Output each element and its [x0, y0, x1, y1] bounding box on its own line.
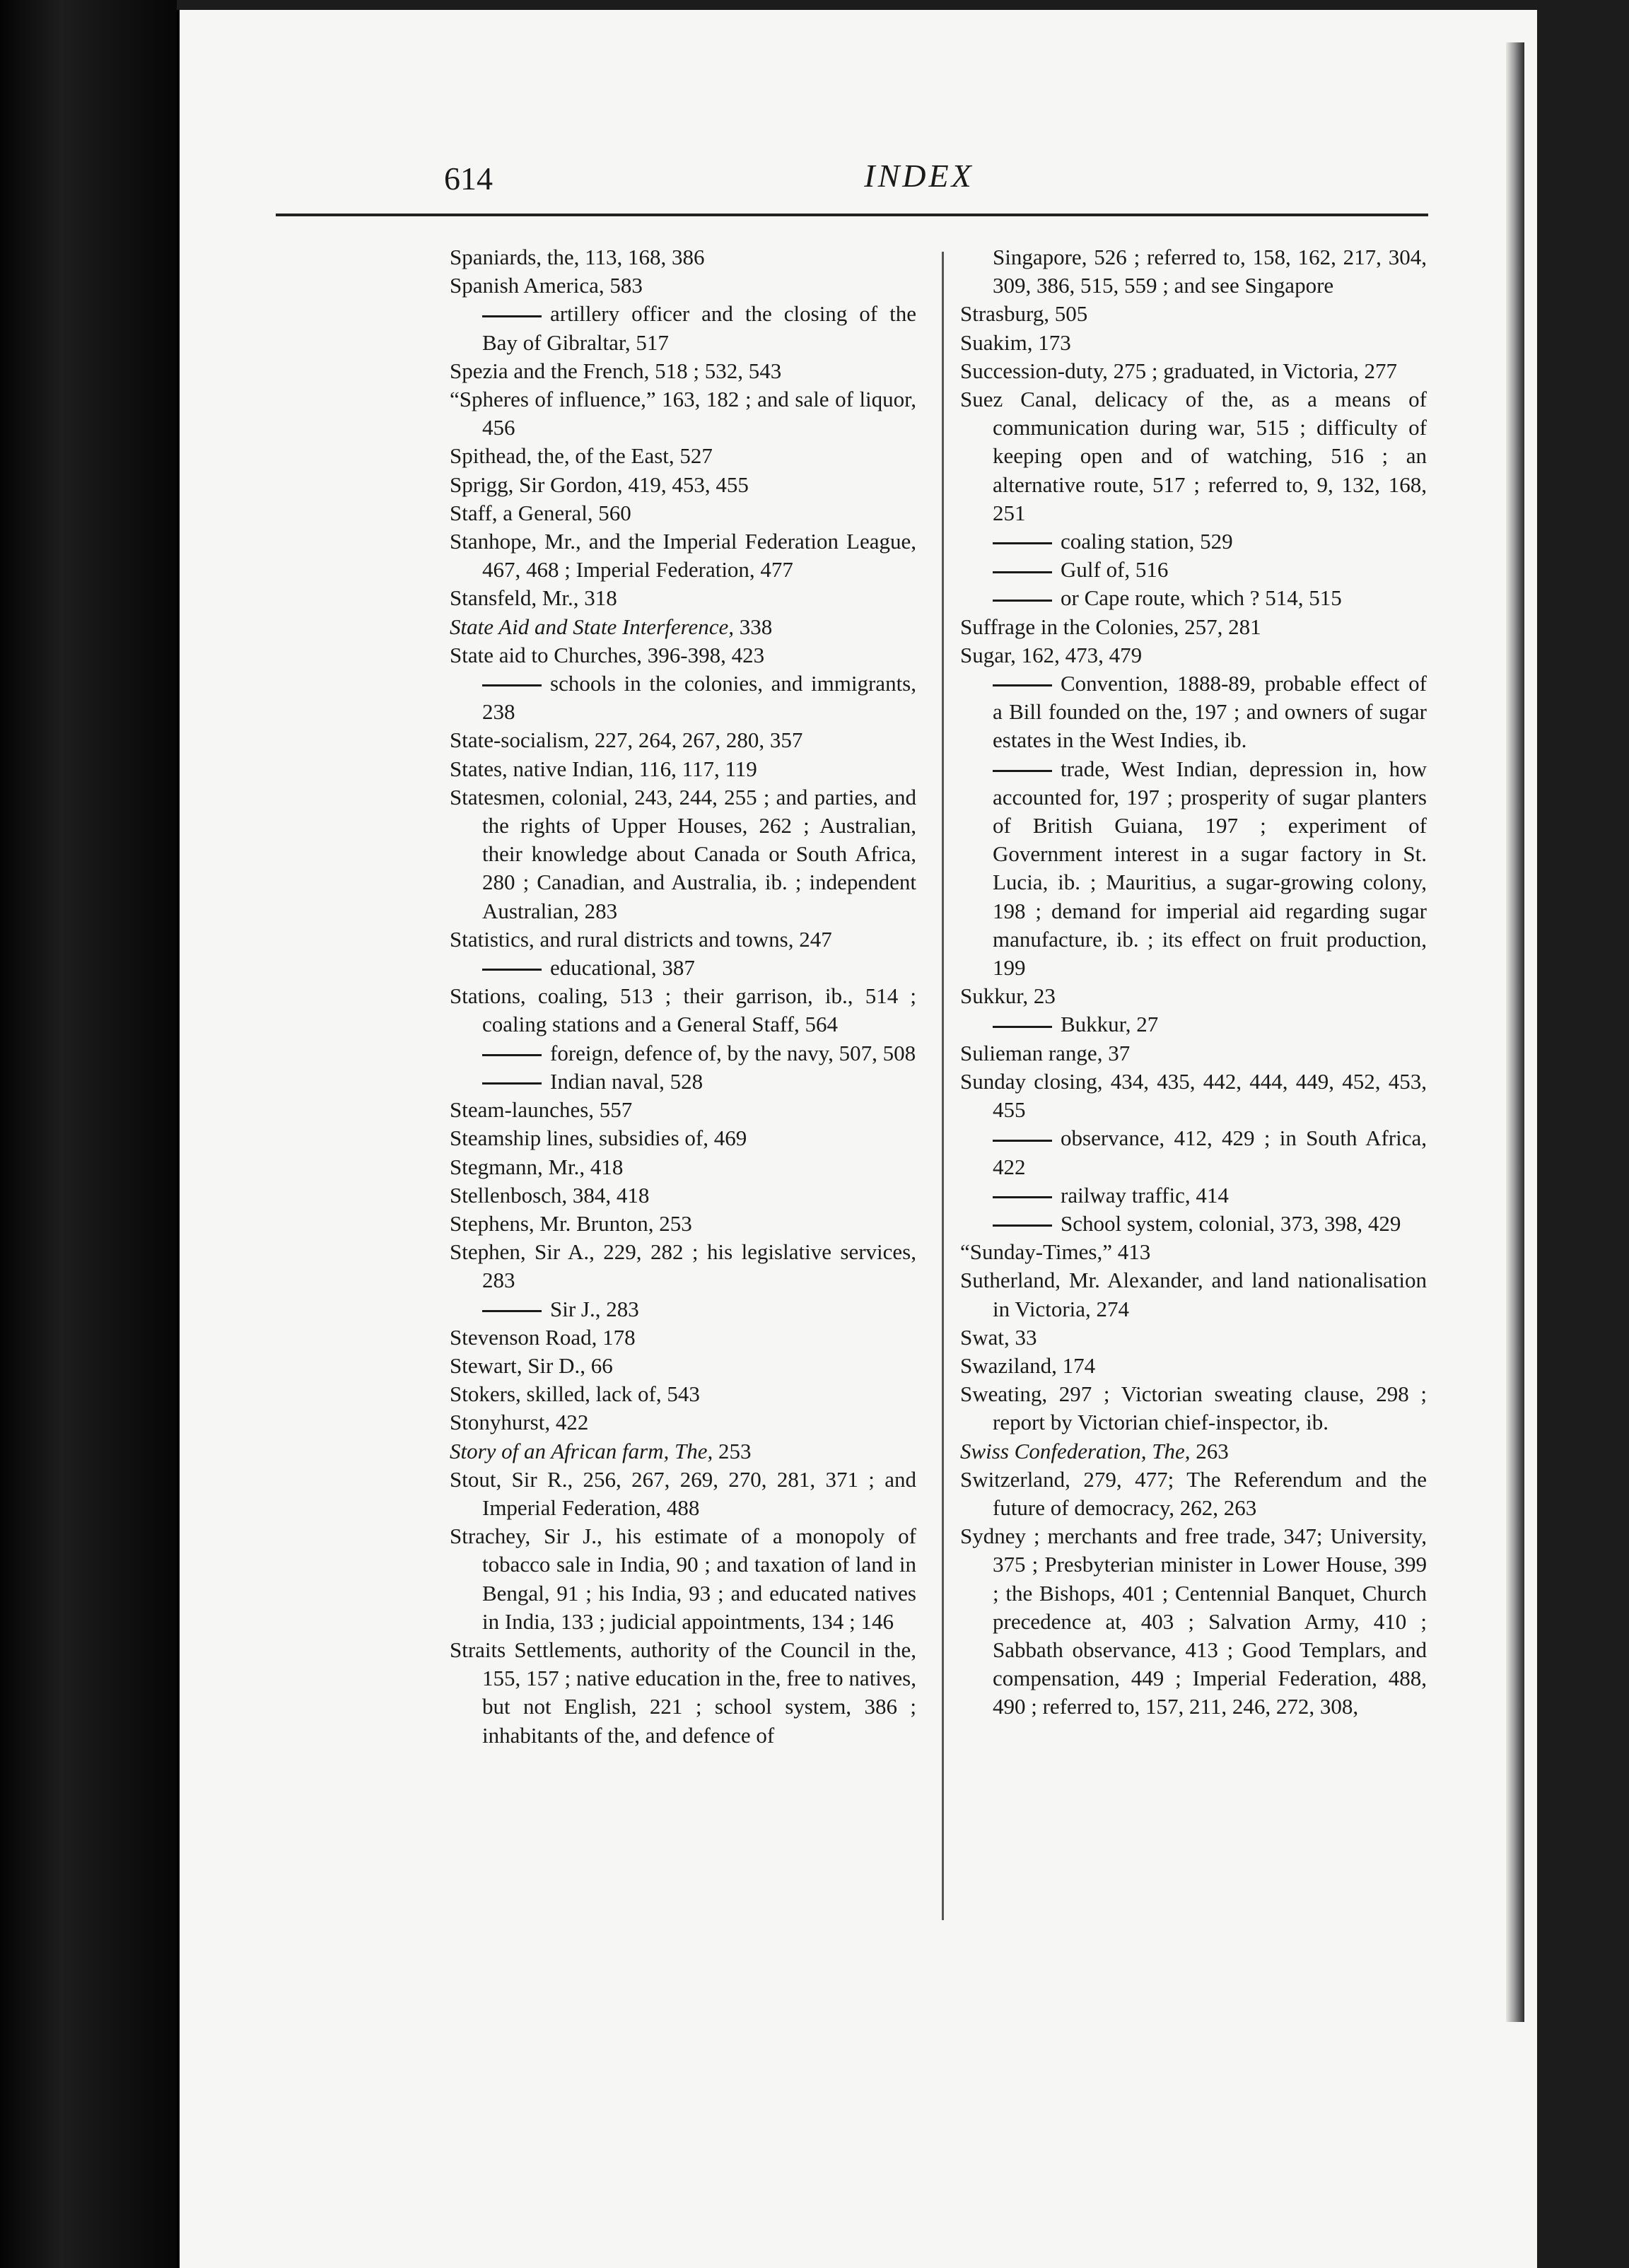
subentry-text: or Cape route, which ? 514, 515: [1061, 585, 1342, 611]
repeat-dash: [482, 969, 542, 971]
repeat-dash: [482, 1054, 542, 1056]
index-entry: “Sunday-Times,” 413: [960, 1239, 1151, 1265]
book-binding: [0, 0, 177, 2268]
index-entry: State aid to Churches, 396-398, 423: [450, 642, 765, 667]
subentry-text: Indian naval, 528: [550, 1068, 703, 1094]
index-entry: [960, 1437, 1427, 1466]
index-subentry: [960, 1210, 1427, 1238]
index-entry: Sugar, 162, 473, 479: [960, 642, 1143, 667]
repeat-dash: [482, 315, 542, 317]
index-entry: Spanish America, 583: [450, 273, 643, 298]
index-entry: Stellenbosch, 384, 418: [450, 1182, 650, 1208]
entry-pages: 263: [1190, 1438, 1229, 1463]
index-entry: Strasburg, 505: [960, 301, 1088, 327]
index-entry: Straits Settlements, authority of the Council in the, 155, 157 ; native education in the, free to natives, but not English, 221 ; school system, 386 ; inhabitants of the, and defence of: [450, 1637, 916, 1748]
subentry-text: Bukkur, 27: [1061, 1012, 1159, 1037]
subentry-text: Sir J., 283: [550, 1296, 639, 1321]
repeat-dash: [482, 1082, 542, 1085]
index-entry: Stegmann, Mr., 418: [450, 1154, 624, 1179]
index-entry: Stout, Sir R., 256, 267, 269, 270, 281, 371 ; and Imperial Federation, 488: [450, 1466, 916, 1520]
index-entry: Spaniards, the, 113, 168, 386: [450, 245, 705, 269]
repeat-dash: [993, 1026, 1052, 1028]
repeat-dash: [993, 542, 1052, 544]
index-entry: Sweating, 297 ; Victorian sweating clause, 298 ; report by Victorian chief-inspector, ib.: [960, 1381, 1427, 1435]
index-entry: Spezia and the French, 518 ; 532, 543: [450, 358, 782, 383]
index-subentry: [960, 1181, 1427, 1210]
index-subentry: [960, 1010, 1427, 1039]
index-entry: Stephen, Sir A., 229, 282 ; his legislative services, 283: [450, 1239, 916, 1293]
index-entry: Stanhope, Mr., and the Imperial Federation League, 467, 468 ; Imperial Federation, 477: [450, 529, 916, 583]
entry-title-italic: Swiss Confederation, The,: [960, 1438, 1191, 1463]
index-entry: Stokers, skilled, lack of, 543: [450, 1381, 700, 1407]
index-entry: [450, 1437, 916, 1466]
index-subentry: [450, 1295, 916, 1323]
index-entry: Staff, a General, 560: [450, 500, 631, 525]
index-entry: Suakim, 173: [960, 329, 1071, 355]
index-entry: State-socialism, 227, 264, 267, 280, 357: [450, 727, 803, 753]
index-entry: Steamship lines, subsidies of, 469: [450, 1126, 747, 1151]
repeat-dash: [993, 600, 1052, 602]
page-number: 614: [444, 160, 493, 197]
index-subentry: [960, 584, 1427, 612]
index-entry: Sydney ; merchants and free trade, 347; University, 375 ; Presbyterian minister in Lower House, 399 ; the Bishops, 401 ; Centennial Banquet, Church precedence at, 403 ; Salvation Army, 410 ; Sabbath observance, 413 ; Good Templars, and compensation, 449 ; Imperial Federation, 488, 490 ; referred to, 157, 211, 246, 272, 308,: [960, 1524, 1427, 1719]
subentry-text: trade, West Indian, depression in, how accounted for, 197 ; prosperity of sugar planters of British Guiana, 197 ; experiment of Government interest in a sugar factory in St. Lucia, ib. ; Mauritius, a sugar-growing colony, 198 ; demand for imperial aid regarding sugar manufacture, ib. ; its effect on fruit production, 199: [993, 756, 1427, 981]
index-entry: Sutherland, Mr. Alexander, and land nationalisation in Victoria, 274: [960, 1268, 1427, 1321]
index-entry: Suffrage in the Colonies, 257, 281: [960, 614, 1261, 639]
subentry-text: schools in the colonies, and immigrants, 238: [482, 671, 916, 725]
index-continuation: Singapore, 526 ; referred to, 158, 162, 217, 304, 309, 386, 515, 559 ; and see Singapore: [993, 245, 1427, 298]
index-entry: [450, 613, 916, 641]
index-entry: Sulieman range, 37: [960, 1040, 1131, 1065]
subentry-text: artillery officer and the closing of the Bay of Gibraltar, 517: [482, 301, 916, 355]
index-subentry: [450, 670, 916, 726]
index-subentry: [450, 954, 916, 982]
subentry-text: educational, 387: [550, 955, 695, 981]
index-entry: Stations, coaling, 513 ; their garrison, ib., 514 ; coaling stations and a General Staff, 564: [450, 983, 916, 1037]
repeat-dash: [482, 684, 542, 686]
index-entry: Steam-launches, 557: [450, 1097, 633, 1123]
entry-title-italic: State Aid and State Interference,: [450, 614, 735, 639]
index-entry: Swaziland, 174: [960, 1352, 1096, 1378]
index-column-right: [960, 243, 1427, 1722]
index-entry: Stevenson Road, 178: [450, 1324, 636, 1350]
subentry-text: railway traffic, 414: [1061, 1182, 1229, 1208]
index-entry: Spithead, the, of the East, 527: [450, 443, 713, 469]
entry-pages: 253: [713, 1438, 752, 1463]
index-entry: Stewart, Sir D., 66: [450, 1352, 613, 1378]
entry-pages: 338: [734, 614, 773, 639]
index-entry: Stonyhurst, 422: [450, 1410, 589, 1435]
index-entry: Switzerland, 279, 477; The Referendum and the future of democracy, 262, 263: [960, 1466, 1427, 1520]
index-entry: Sprigg, Sir Gordon, 419, 453, 455: [450, 472, 749, 497]
index-subentry: [960, 755, 1427, 983]
index-entry: Sukkur, 23: [960, 983, 1056, 1009]
repeat-dash: [993, 1224, 1052, 1227]
repeat-dash: [993, 770, 1052, 772]
header-rule: [276, 214, 1428, 216]
index-entry: Swat, 33: [960, 1324, 1037, 1350]
index-subentry: [960, 1124, 1427, 1181]
index-entry: Stansfeld, Mr., 318: [450, 585, 617, 611]
index-subentry: [450, 1068, 916, 1096]
index-subentry: [960, 670, 1427, 755]
index-subentry: [450, 300, 916, 356]
index-column-left: [450, 243, 916, 1750]
index-entry: Statistics, and rural districts and towns, 247: [450, 926, 832, 952]
subentry-text: foreign, defence of, by the navy, 507, 508: [550, 1040, 916, 1065]
page-edge-shadow: [1506, 42, 1524, 2022]
index-entry: Succession-duty, 275 ; graduated, in Victoria, 277: [960, 358, 1398, 383]
repeat-dash: [993, 1196, 1052, 1198]
index-subentry: [960, 556, 1427, 584]
repeat-dash: [482, 1310, 542, 1312]
subentry-text: coaling station, 529: [1061, 529, 1233, 554]
repeat-dash: [993, 1140, 1052, 1142]
index-entry: “Spheres of influence,” 163, 182 ; and sale of liquor, 456: [450, 387, 916, 440]
subentry-text: School system, colonial, 373, 398, 429: [1061, 1210, 1401, 1236]
index-subentry: [960, 527, 1427, 556]
index-entry: Suez Canal, delicacy of the, as a means of communication during war, 515 ; difficulty of keeping open and of watching, 516 ; an alternative route, 517 ; referred to, 9, 132, 168, 251: [960, 387, 1427, 525]
subentry-text: observance, 412, 429 ; in South Africa, 422: [993, 1126, 1427, 1179]
subentry-text: Gulf of, 516: [1061, 557, 1169, 583]
index-entry: Statesmen, colonial, 243, 244, 255 ; and parties, and the rights of Upper Houses, 262 ; Australian, their knowledge about Canada or South Africa, 280 ; Canadian, and Australia, ib. ; independent Australian, 283: [450, 784, 916, 923]
repeat-dash: [993, 571, 1052, 573]
column-divider: [942, 252, 944, 1920]
index-subentry: [450, 1039, 916, 1068]
index-entry: Strachey, Sir J., his estimate of a monopoly of tobacco sale in India, 90 ; and taxation of land in Bengal, 91 ; his India, 93 ; and educated natives in India, 133 ; judicial appointments, 134 ; 146: [450, 1524, 916, 1634]
subentry-text: Convention, 1888-89, probable effect of a Bill founded on the, 197 ; and owners of sugar estates in the West Indies, ib.: [993, 671, 1427, 753]
running-head: INDEX: [864, 158, 974, 194]
index-entry: States, native Indian, 116, 117, 119: [450, 756, 757, 781]
entry-title-italic: Story of an African farm, The,: [450, 1438, 713, 1463]
repeat-dash: [993, 684, 1052, 686]
index-entry: Sunday closing, 434, 435, 442, 444, 449, 452, 453, 455: [960, 1068, 1427, 1123]
index-entry: Stephens, Mr. Brunton, 253: [450, 1210, 692, 1236]
